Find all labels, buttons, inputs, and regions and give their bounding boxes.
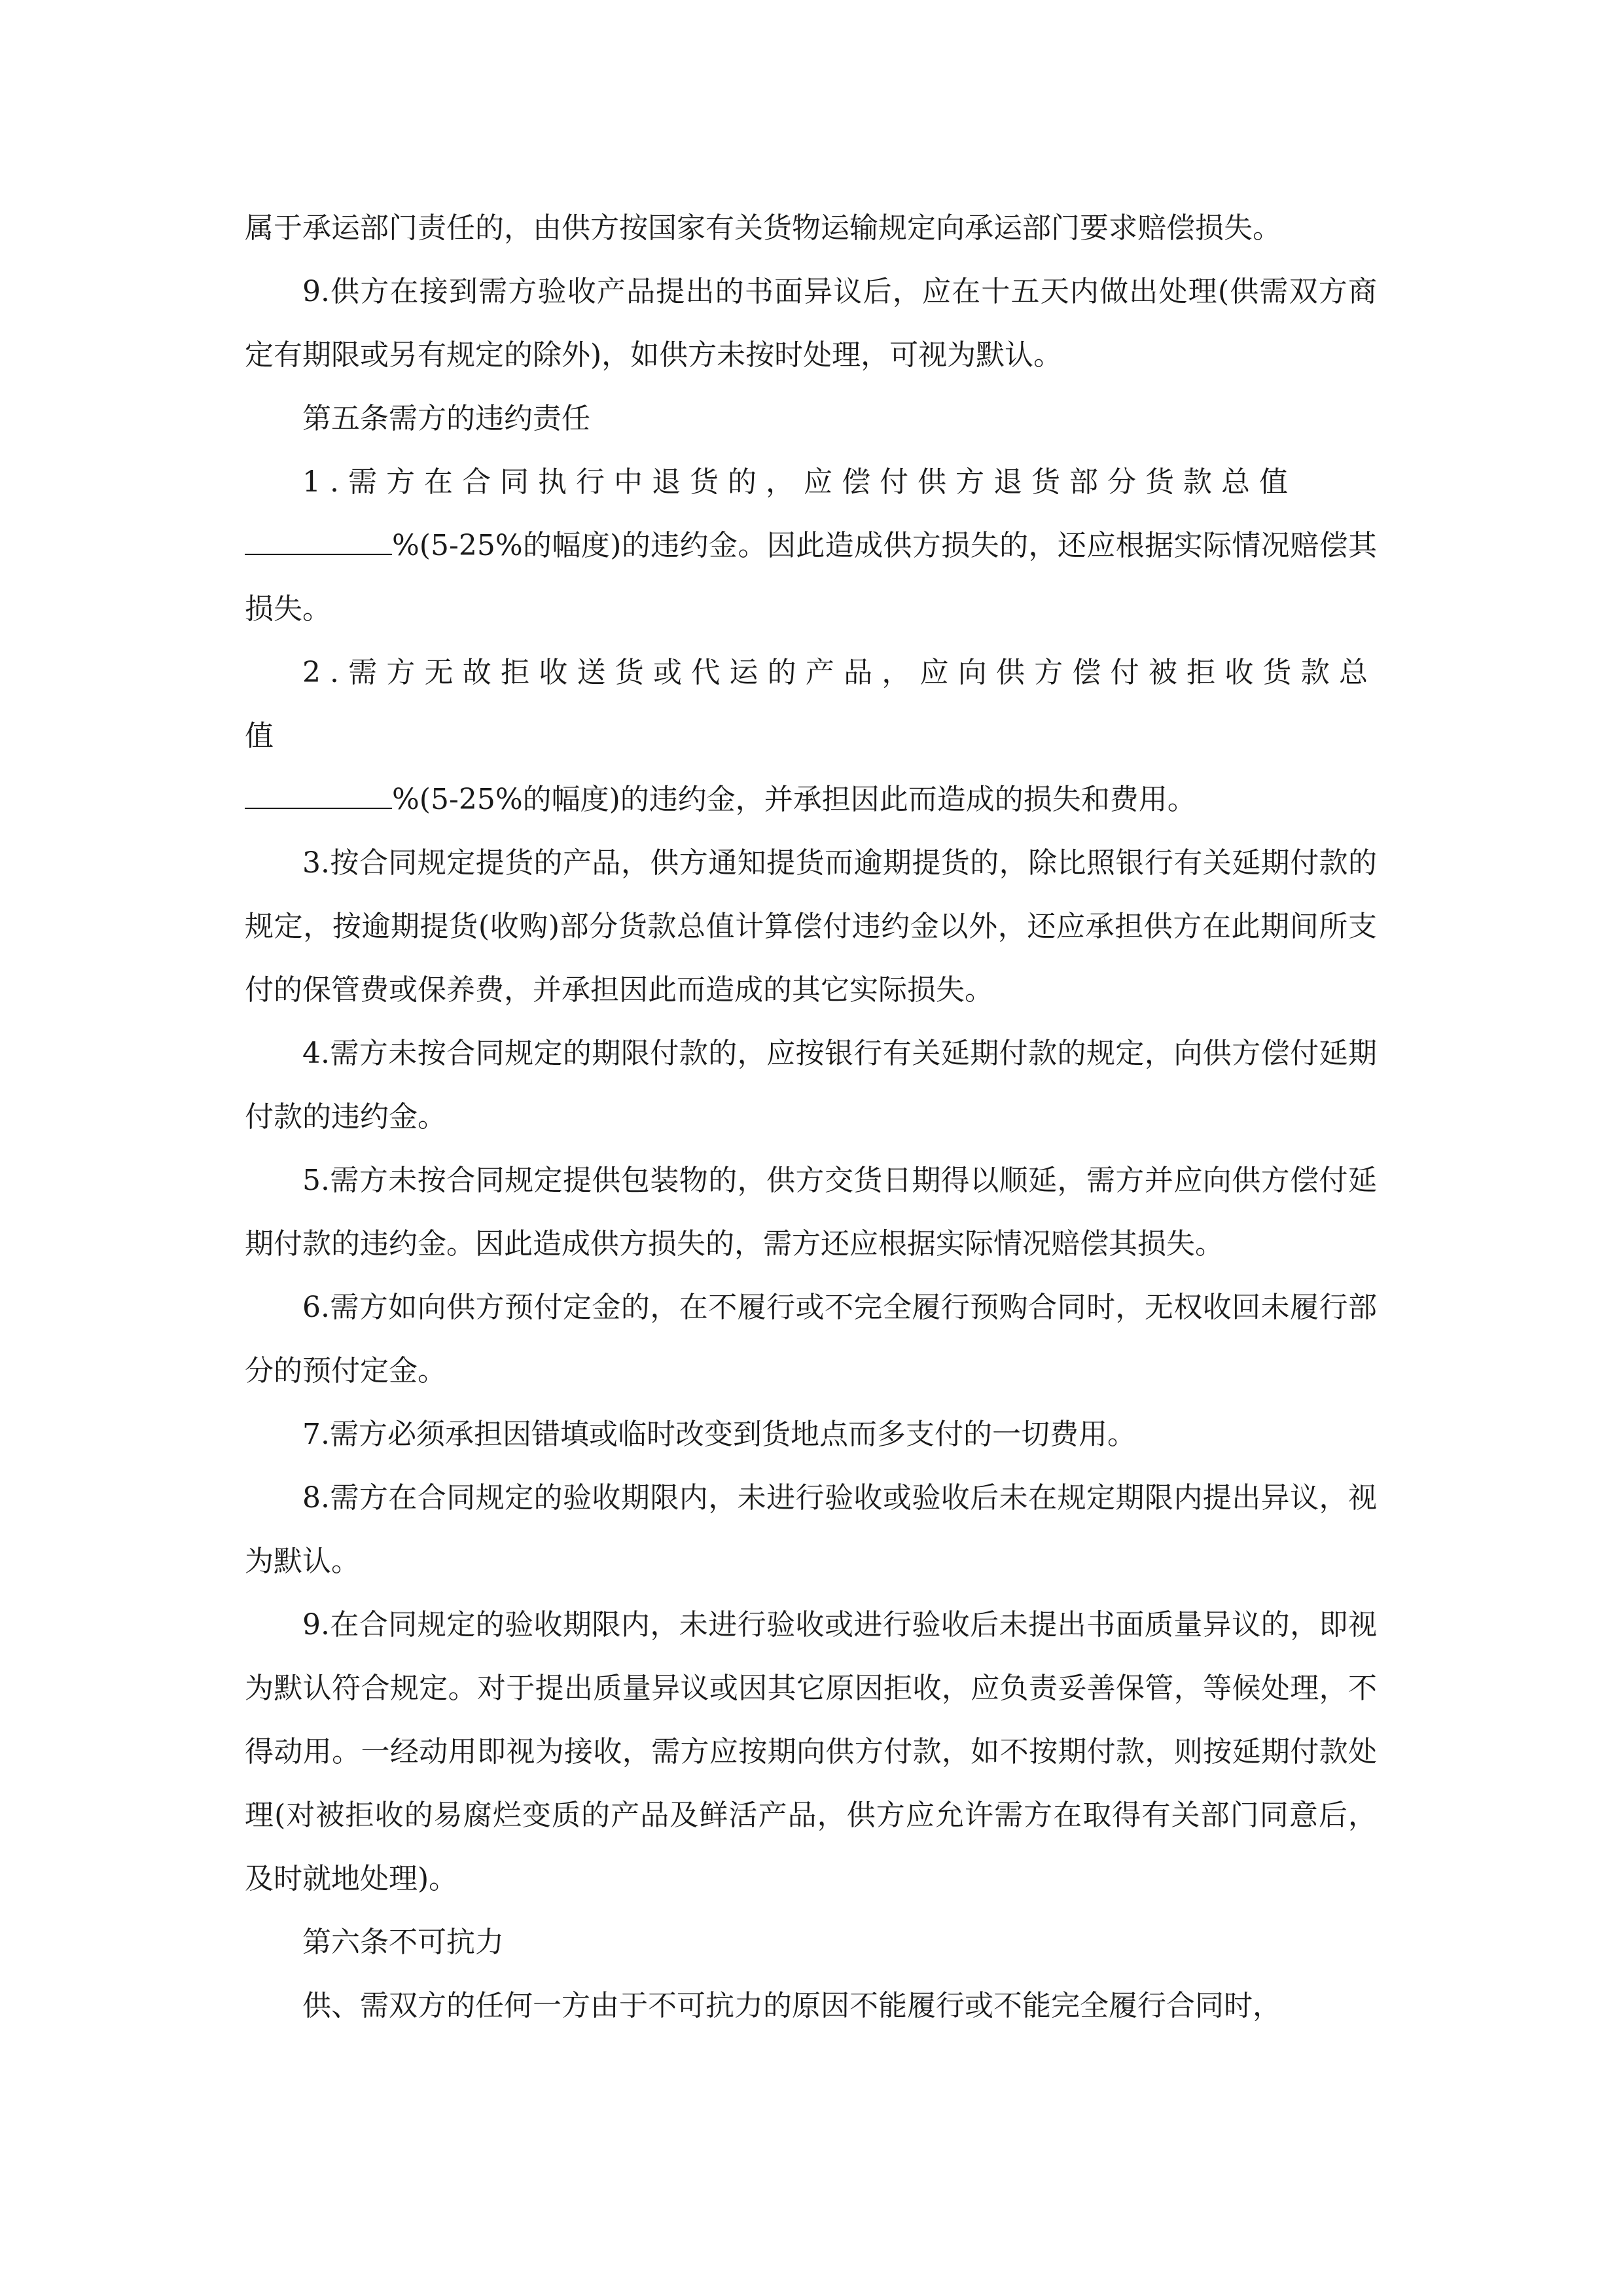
section-heading-article-6: 第六条不可抗力: [302, 1926, 504, 1959]
paragraph-quality-objection: 9.在合同规定的验收期限内，未进行验收或进行验收后未提出书面质量异议的，即视为默认符合规定。对于提出质量异议或因其它原因拒收，应负责妥善保管，等候处理，不得动用。一经动用即视为接收，需方应按期向供方付款，如不按期付款，则按延期付款处理(对被拒收的易腐烂变质的产品及鲜活产品，供方应允许需方在取得有关部门同意后，及时就地处理)。: [245, 1608, 1377, 1895]
document-page: [245, 196, 1377, 2037]
paragraph-delivery-change: 7.需方必须承担因错填或临时改变到货地点而多支付的一切费用。: [302, 1418, 1136, 1451]
paragraph-return-penalty-lead: 1.需方在合同执行中退货的，应偿付供方退货部分货款总值: [302, 465, 1297, 499]
paragraph-inspection-default: 8.需方在合同规定的验收期限内，未进行验收或验收后未在规定期限内提出异议，视为默认。: [245, 1481, 1377, 1578]
paragraph-rejection-penalty: [245, 641, 1377, 831]
paragraph-carrier-liability: 属于承运部门责任的，由供方按国家有关货物运输规定向承运部门要求赔偿损失。: [245, 211, 1281, 245]
paragraph-deposit: 6.需方如向供方预付定金的，在不履行或不完全履行预购合同时，无权收回未履行部分的预付定金。: [245, 1291, 1377, 1388]
percentage-blank-line: [245, 520, 392, 555]
percentage-blank-line: [245, 774, 392, 809]
paragraph-supplier-objection-handling: 9.供方在接到需方验收产品提出的书面异议后，应在十五天内做出处理(供需双方商定有期限或另有规定的除外)，如供方未按时处理，可视为默认。: [245, 275, 1377, 372]
paragraph-return-penalty-rest: %(5-25%的幅度)的违约金。因此造成供方损失的，还应根据实际情况赔偿其损失。: [245, 529, 1377, 626]
paragraph-late-payment: 4.需方未按合同规定的期限付款的，应按银行有关延期付款的规定，向供方偿付延期付款的违约金。: [245, 1037, 1377, 1134]
section-heading-article-5: 第五条需方的违约责任: [302, 402, 590, 435]
paragraph-rejection-penalty-lead: 2.需方无故拒收送货或代运的产品，应向供方偿付被拒收货款总值: [245, 656, 1377, 753]
paragraph-rejection-penalty-rest: %(5-25%的幅度)的违约金，并承担因此而造成的损失和费用。: [392, 783, 1196, 816]
paragraph-force-majeure: 供、需双方的任何一方由于不可抗力的原因不能履行或不能完全履行合同时，: [302, 1989, 1281, 2022]
paragraph-late-pickup: 3.按合同规定提货的产品，供方通知提货而逾期提货的，除比照银行有关延期付款的规定，按逾期提货(收购)部分货款总值计算偿付违约金以外，还应承担供方在此期间所支付的保管费或保养费，并承担因此而造成的其它实际损失。: [245, 846, 1377, 1007]
paragraph-return-penalty: [245, 450, 1377, 641]
paragraph-packaging: 5.需方未按合同规定提供包装物的，供方交货日期得以顺延，需方并应向供方偿付延期付款的违约金。因此造成供方损失的，需方还应根据实际情况赔偿其损失。: [245, 1164, 1377, 1261]
